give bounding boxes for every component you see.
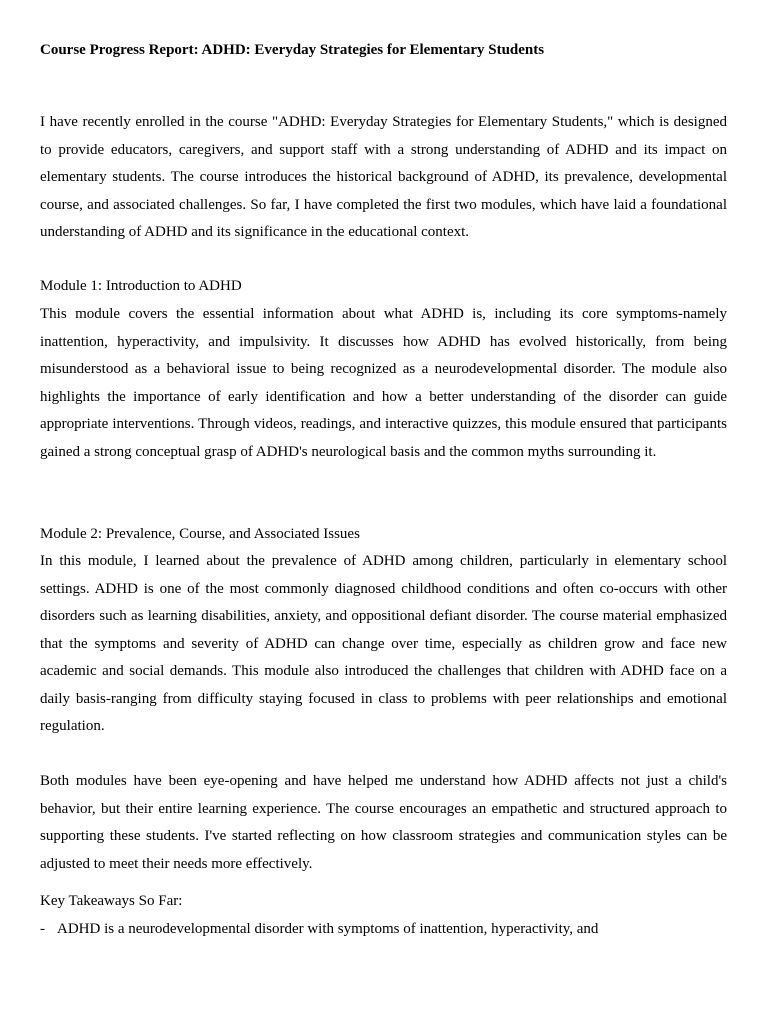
takeaways-heading: Key Takeaways So Far: [40,893,183,909]
takeaway-text: ADHD is a neurodevelopmental disorder with symptoms of inattention, hyperactivity, and [57,921,599,937]
reflection-paragraph: Both modules have been eye-opening and have helped me understand how ADHD affects not just a child's behavior, but their entire learning experience. The course encourages an empathetic and structured approach to supporting these students. I've started reflecting on how classroom strategies and communication styles can be adjusted to meet their needs more effectively. [40,773,727,872]
module2-paragraph: In this module, I learned about the prevalence of ADHD among children, particularly in elementary school settings. ADHD is one of the most commonly diagnosed childhood conditions and often co-occurs with other disorders such as learning disabilities, anxiety, and oppositional defiant disorder. The course material emphasized that the symptoms and severity of ADHD can change over time, especially as children grow and face new academic and social demands. This module also introduced the challenges that children with ADHD face on a daily basis-ranging from difficulty staying focused in class to problems with peer relationships and emotional regulation. [40,553,727,734]
takeaway-list-item [40,916,727,944]
module1-paragraph: This module covers the essential information about what ADHD is, including its core symptoms-namely inattention, hyperactivity, and impulsivity. It discusses how ADHD has evolved historically, from being misunderstood as a behavioral issue to being recognized as a neurodevelopmental disorder. The module also highlights the importance of early identification and how a better understanding of the disorder can guide appropriate interventions. Through videos, readings, and interactive quizzes, this module ensured that participants gained a strong conceptual grasp of ADHD's neurological basis and the common myths surrounding it. [40,306,727,460]
module1-heading: Module 1: Introduction to ADHD [40,278,242,294]
bullet-dash-icon: - [40,921,45,937]
page-title: Course Progress Report: ADHD: Everyday Strategies for Elementary Students [40,42,545,58]
intro-paragraph: I have recently enrolled in the course "ADHD: Everyday Strategies for Elementary Students," which is designed to provide educators, caregivers, and support staff with a strong understanding of ADHD and its impact on elementary students. The course introduces the historical background of ADHD, its prevalence, developmental course, and associated challenges. So far, I have completed the first two modules, which have laid a foundational understanding of ADHD and its significance in the educational context. [40,114,727,240]
module2-heading: Module 2: Prevalence, Course, and Associated Issues [40,526,360,542]
